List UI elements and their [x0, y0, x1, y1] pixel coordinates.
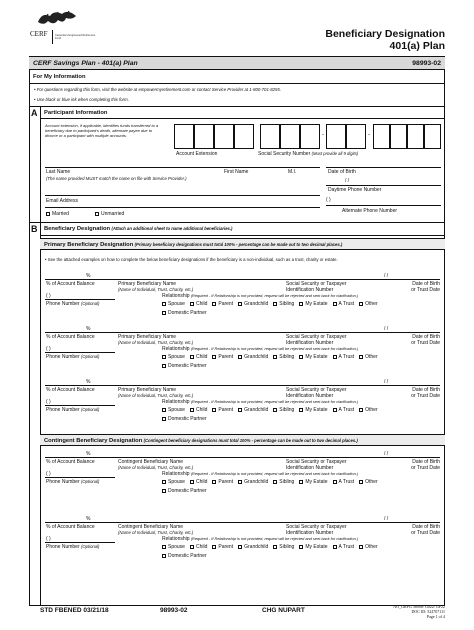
footer-code-2: DOC ID: 524707111	[411, 609, 445, 614]
checkbox[interactable]	[212, 355, 216, 359]
checkbox[interactable]	[162, 480, 166, 484]
beneficiary-dob-label[interactable]: Date of Birth or Trust Date	[411, 281, 440, 293]
relationship-option-a-trust[interactable]: A Trust	[333, 354, 355, 360]
checkbox[interactable]	[190, 302, 194, 306]
ssn-field[interactable]: - -	[260, 124, 440, 149]
checkbox[interactable]	[238, 545, 242, 549]
beneficiary-ssn-label[interactable]: Social Security or Taxpayer Identification Number	[286, 524, 347, 536]
relationship-option-my-estate[interactable]: My Estate	[299, 544, 327, 550]
relationship-option-a-trust[interactable]: A Trust	[333, 407, 355, 413]
phone-label[interactable]: Phone Number (Optional)	[46, 354, 100, 360]
relationship-option-other[interactable]: Other	[359, 407, 378, 413]
beneficiary-name-label[interactable]: Primary Beneficiary Name	[118, 334, 177, 340]
relationship-option-parent[interactable]: Parent	[212, 544, 233, 550]
checkbox[interactable]	[212, 545, 216, 549]
checkbox[interactable]	[359, 545, 363, 549]
relationship-options	[162, 354, 383, 360]
name-note: (The name provided MUST match the name on file with Service Provider.)	[46, 176, 187, 181]
account-extension-field[interactable]	[174, 124, 254, 149]
primary-note: (Primary beneficiary designations must total 100% - percentage can be made out to two decimal places.)	[134, 242, 343, 247]
checkbox[interactable]	[190, 545, 194, 549]
daytime-phone-label[interactable]: Daytime Phone Number	[328, 187, 382, 193]
checkbox[interactable]	[333, 480, 337, 484]
relationship-option-child[interactable]: Child	[190, 354, 207, 360]
percent-sign: %	[86, 451, 91, 457]
checkbox[interactable]	[162, 417, 166, 421]
footer-plan-no: 98993-02	[160, 607, 188, 614]
section-a-title: Participant Information	[44, 110, 108, 116]
checkbox[interactable]	[162, 408, 166, 412]
my-info-bullet-2: • Use black or blue ink when completing this form.	[34, 97, 129, 102]
beneficiary-name-note: (Name of Individual, Trust, Charity, etc.)	[118, 287, 194, 292]
checkbox[interactable]	[359, 302, 363, 306]
relationship-options	[162, 479, 383, 485]
checkbox[interactable]	[212, 302, 216, 306]
checkbox[interactable]	[299, 408, 303, 412]
checkbox[interactable]	[299, 480, 303, 484]
checkbox[interactable]	[162, 302, 166, 306]
email-label[interactable]: Email Address	[46, 198, 78, 204]
checkbox[interactable]	[212, 480, 216, 484]
contingent-heading-bar	[40, 434, 445, 446]
checkbox[interactable]	[162, 355, 166, 359]
checkbox[interactable]	[238, 355, 242, 359]
relationship-label: Relationship (Required - If Relationship is not provided, request will be rejected and sent back for clarification.)	[162, 293, 359, 299]
checkbox[interactable]	[359, 480, 363, 484]
unmarried-checkbox-box[interactable]	[95, 212, 99, 216]
relationship-option-my-estate[interactable]: My Estate	[299, 301, 327, 307]
checkbox[interactable]	[162, 489, 166, 493]
phone-label[interactable]: Phone Number (Optional)	[46, 301, 100, 307]
daytime-phone-paren[interactable]: ( )	[326, 197, 331, 203]
relationship-options	[162, 544, 383, 550]
percent-label[interactable]: % of Account Balance	[46, 387, 95, 393]
relationship-option-parent[interactable]: Parent	[212, 354, 233, 360]
phone-paren[interactable]: ( )	[46, 399, 51, 405]
checkbox[interactable]	[273, 355, 277, 359]
relationship-option-domestic-partner[interactable]: Domestic Partner	[162, 363, 207, 369]
percent-label[interactable]: % of Account Balance	[46, 524, 95, 530]
relationship-option-sibling[interactable]: Sibling	[273, 407, 294, 413]
relationship-option-grandchild[interactable]: Grandchild	[238, 407, 268, 413]
checkbox[interactable]	[238, 302, 242, 306]
phone-label[interactable]: Phone Number (Optional)	[46, 544, 100, 550]
relationship-label: Relationship (Required - If Relationship is not provided, request will be rejected and sent back for clarification.)	[162, 399, 359, 405]
relationship-option-my-estate[interactable]: My Estate	[299, 479, 327, 485]
checkbox[interactable]	[238, 408, 242, 412]
beneficiary-date-slashes[interactable]: / /	[384, 379, 389, 385]
ssn-label: Social Security Number (Must provide all 9 digits)	[258, 151, 359, 157]
relationship-option-sibling[interactable]: Sibling	[273, 354, 294, 360]
relationship-label: Relationship (Required - If Relationship is not provided, request will be rejected and sent back for clarification.)	[162, 536, 359, 542]
checkbox[interactable]	[333, 545, 337, 549]
cerf-logo-icon	[36, 8, 80, 30]
relationship-option-child[interactable]: Child	[190, 544, 207, 550]
relationship-option-grandchild[interactable]: Grandchild	[238, 354, 268, 360]
participant-dob-slashes[interactable]: / /	[345, 178, 350, 184]
relationship-option-parent[interactable]: Parent	[212, 407, 233, 413]
checkbox[interactable]	[359, 355, 363, 359]
beneficiary-dob-label[interactable]: Date of Birth or Trust Date	[411, 459, 440, 471]
percent-label[interactable]: % of Account Balance	[46, 281, 95, 287]
beneficiary-ssn-label[interactable]: Social Security or Taxpayer Identification Number	[286, 387, 347, 399]
relationship-option-my-estate[interactable]: My Estate	[299, 354, 327, 360]
percent-label[interactable]: % of Account Balance	[46, 459, 95, 465]
checkbox[interactable]	[190, 355, 194, 359]
beneficiary-name-note: (Name of Individual, Trust, Charity, etc.)	[118, 465, 194, 470]
relationship-option-a-trust[interactable]: A Trust	[333, 301, 355, 307]
relationship-option-spouse[interactable]: Spouse	[162, 407, 185, 413]
checkbox[interactable]	[162, 554, 166, 558]
phone-paren[interactable]: ( )	[46, 346, 51, 352]
beneficiary-name-label[interactable]: Contingent Beneficiary Name	[118, 459, 184, 465]
beneficiary-dob-label[interactable]: Date of Birth or Trust Date	[411, 334, 440, 346]
relationship-option-other[interactable]: Other	[359, 479, 378, 485]
footer-code-1: NO_GRPG 38008/ G022/ GP22	[393, 604, 445, 609]
checkbox[interactable]	[190, 480, 194, 484]
footer-chg: CHG NUPART	[262, 607, 305, 614]
relationship-label: Relationship (Required - If Relationship is not provided, request will be rejected and sent back for clarification.)	[162, 471, 359, 477]
checkbox[interactable]	[273, 302, 277, 306]
relationship-option-domestic-partner[interactable]: Domestic Partner	[162, 416, 207, 422]
checkbox[interactable]	[212, 408, 216, 412]
contingent-heading: Contingent Beneficiary Designation	[44, 438, 143, 444]
relationship-option-a-trust[interactable]: A Trust	[333, 544, 355, 550]
relationship-option-my-estate[interactable]: My Estate	[299, 407, 327, 413]
phone-paren[interactable]: ( )	[46, 293, 51, 299]
checkbox[interactable]	[273, 545, 277, 549]
checkbox[interactable]	[333, 355, 337, 359]
account-extension-note: Account extension, if applicable, identifies funds transferred to a beneficiary due to participant's death, alternate payee due to divorce or a participant with multiple accounts.	[45, 123, 159, 138]
alt-phone-label[interactable]: Alternate Phone Number	[342, 208, 398, 214]
relationship-option-domestic-partner[interactable]: Domestic Partner	[162, 310, 207, 316]
beneficiary-name-note: (Name of Individual, Trust, Charity, etc.)	[118, 340, 194, 345]
relationship-option-spouse[interactable]: Spouse	[162, 301, 185, 307]
relationship-option-other[interactable]: Other	[359, 354, 378, 360]
married-checkbox-box[interactable]	[46, 212, 50, 216]
logo	[30, 8, 110, 46]
first-name-label[interactable]: First Name	[224, 169, 249, 175]
relationship-option-spouse[interactable]: Spouse	[162, 354, 185, 360]
beneficiary-ssn-label[interactable]: Social Security or Taxpayer Identification Number	[286, 334, 347, 346]
relationship-option-sibling[interactable]: Sibling	[273, 544, 294, 550]
checkbox[interactable]	[299, 545, 303, 549]
relationship-option-child[interactable]: Child	[190, 301, 207, 307]
relationship-options	[162, 301, 383, 307]
checkbox[interactable]	[162, 545, 166, 549]
logo-text: CERF	[30, 30, 48, 38]
checkbox[interactable]	[273, 480, 277, 484]
percent-sign: %	[86, 379, 91, 385]
relationship-option-child[interactable]: Child	[190, 407, 207, 413]
relationship-option-grandchild[interactable]: Grandchild	[238, 301, 268, 307]
checkbox[interactable]	[359, 408, 363, 412]
relationship-option-grandchild[interactable]: Grandchild	[238, 544, 268, 550]
relationship-option-domestic-partner[interactable]: Domestic Partner	[162, 553, 207, 559]
page-title: Beneficiary Designation	[325, 28, 445, 40]
plan-number: 98993-02	[412, 60, 441, 67]
checkbox[interactable]	[190, 408, 194, 412]
married-checkbox[interactable]: Married	[46, 211, 69, 217]
checkbox[interactable]	[333, 302, 337, 306]
percent-sign: %	[86, 273, 91, 279]
relationship-option-child[interactable]: Child	[190, 479, 207, 485]
my-info-bullet-1: • For questions regarding this form, visit the website at empowermyretirement.com or contact Service Provider at 1-800-701-8255.	[34, 87, 282, 92]
relationship-option-parent[interactable]: Parent	[212, 301, 233, 307]
plan-bar	[29, 56, 445, 70]
footer-form-id: STD FBENED 03/21/18	[40, 607, 109, 614]
relationship-option-sibling[interactable]: Sibling	[273, 479, 294, 485]
account-extension-label: Account Extension	[176, 151, 218, 157]
dob-label[interactable]: Date of Birth	[328, 169, 356, 175]
relationship-option-a-trust[interactable]: A Trust	[333, 479, 355, 485]
relationship-option-spouse[interactable]: Spouse	[162, 544, 185, 550]
beneficiary-name-label[interactable]: Primary Beneficiary Name	[118, 281, 177, 287]
checkbox[interactable]	[299, 355, 303, 359]
checkbox[interactable]	[299, 302, 303, 306]
beneficiary-date-slashes[interactable]: / /	[384, 326, 389, 332]
section-b-title: Beneficiary Designation (Attach an additional sheet to name additional beneficiaries.)	[44, 226, 233, 232]
plan-name: CERF Savings Plan - 401(a) Plan	[33, 60, 138, 67]
beneficiary-date-slashes[interactable]: / /	[384, 516, 389, 522]
percent-sign: %	[86, 516, 91, 522]
unmarried-checkbox[interactable]: Unmarried	[95, 211, 124, 217]
my-info-heading: For My Information	[33, 74, 86, 80]
relationship-option-other[interactable]: Other	[359, 544, 378, 550]
percent-label[interactable]: % of Account Balance	[46, 334, 95, 340]
checkbox[interactable]	[273, 408, 277, 412]
checkbox[interactable]	[238, 480, 242, 484]
primary-heading: Primary Beneficiary Designation	[44, 242, 134, 248]
page-subtitle: 401(a) Plan	[389, 40, 445, 52]
beneficiary-ssn-label[interactable]: Social Security or Taxpayer Identification Number	[286, 459, 347, 471]
logo-subtitle: Carpenters Engineered Retirement Fund	[55, 34, 96, 41]
beneficiary-dob-label[interactable]: Date of Birth or Trust Date	[411, 387, 440, 399]
relationship-option-sibling[interactable]: Sibling	[273, 301, 294, 307]
relationship-option-spouse[interactable]: Spouse	[162, 479, 185, 485]
checkbox[interactable]	[162, 364, 166, 368]
phone-paren[interactable]: ( )	[46, 471, 51, 477]
beneficiary-name-label[interactable]: Contingent Beneficiary Name	[118, 524, 184, 530]
beneficiary-ssn-label[interactable]: Social Security or Taxpayer Identification Number	[286, 281, 347, 293]
beneficiary-date-slashes[interactable]: / /	[384, 273, 389, 279]
contingent-note: (Contingent beneficiary designations must total 100% - percentage can be made out to two decimal places.)	[143, 438, 358, 443]
phone-label[interactable]: Phone Number (Optional)	[46, 479, 100, 485]
last-name-label[interactable]: Last Name	[46, 169, 71, 175]
phone-paren[interactable]: ( )	[46, 536, 51, 542]
relationship-option-grandchild[interactable]: Grandchild	[238, 479, 268, 485]
beneficiary-date-slashes[interactable]: / /	[384, 451, 389, 457]
phone-label[interactable]: Phone Number (Optional)	[46, 407, 100, 413]
percent-sign: %	[86, 326, 91, 332]
beneficiary-dob-label[interactable]: Date of Birth or Trust Date	[411, 524, 440, 536]
section-b-letter: B	[31, 224, 38, 234]
beneficiary-name-note: (Name of Individual, Trust, Charity, etc.)	[118, 393, 194, 398]
primary-heading-bar	[40, 238, 445, 250]
relationship-option-domestic-partner[interactable]: Domestic Partner	[162, 488, 207, 494]
see-examples-note: • See the attached examples on how to complete the below beneficiary designations if the beneficiary is a non-individual, such as a trust, charity or estate.	[45, 257, 338, 262]
relationship-options	[162, 407, 383, 413]
section-a-letter: A	[31, 108, 38, 118]
footer-page: Page 1 of 4	[426, 614, 445, 619]
relationship-option-other[interactable]: Other	[359, 301, 378, 307]
checkbox[interactable]	[162, 311, 166, 315]
beneficiary-name-label[interactable]: Primary Beneficiary Name	[118, 387, 177, 393]
mi-label[interactable]: M.I.	[288, 169, 297, 175]
checkbox[interactable]	[333, 408, 337, 412]
beneficiary-name-note: (Name of Individual, Trust, Charity, etc.)	[118, 530, 194, 535]
relationship-label: Relationship (Required - If Relationship is not provided, request will be rejected and sent back for clarification.)	[162, 346, 359, 352]
relationship-option-parent[interactable]: Parent	[212, 479, 233, 485]
